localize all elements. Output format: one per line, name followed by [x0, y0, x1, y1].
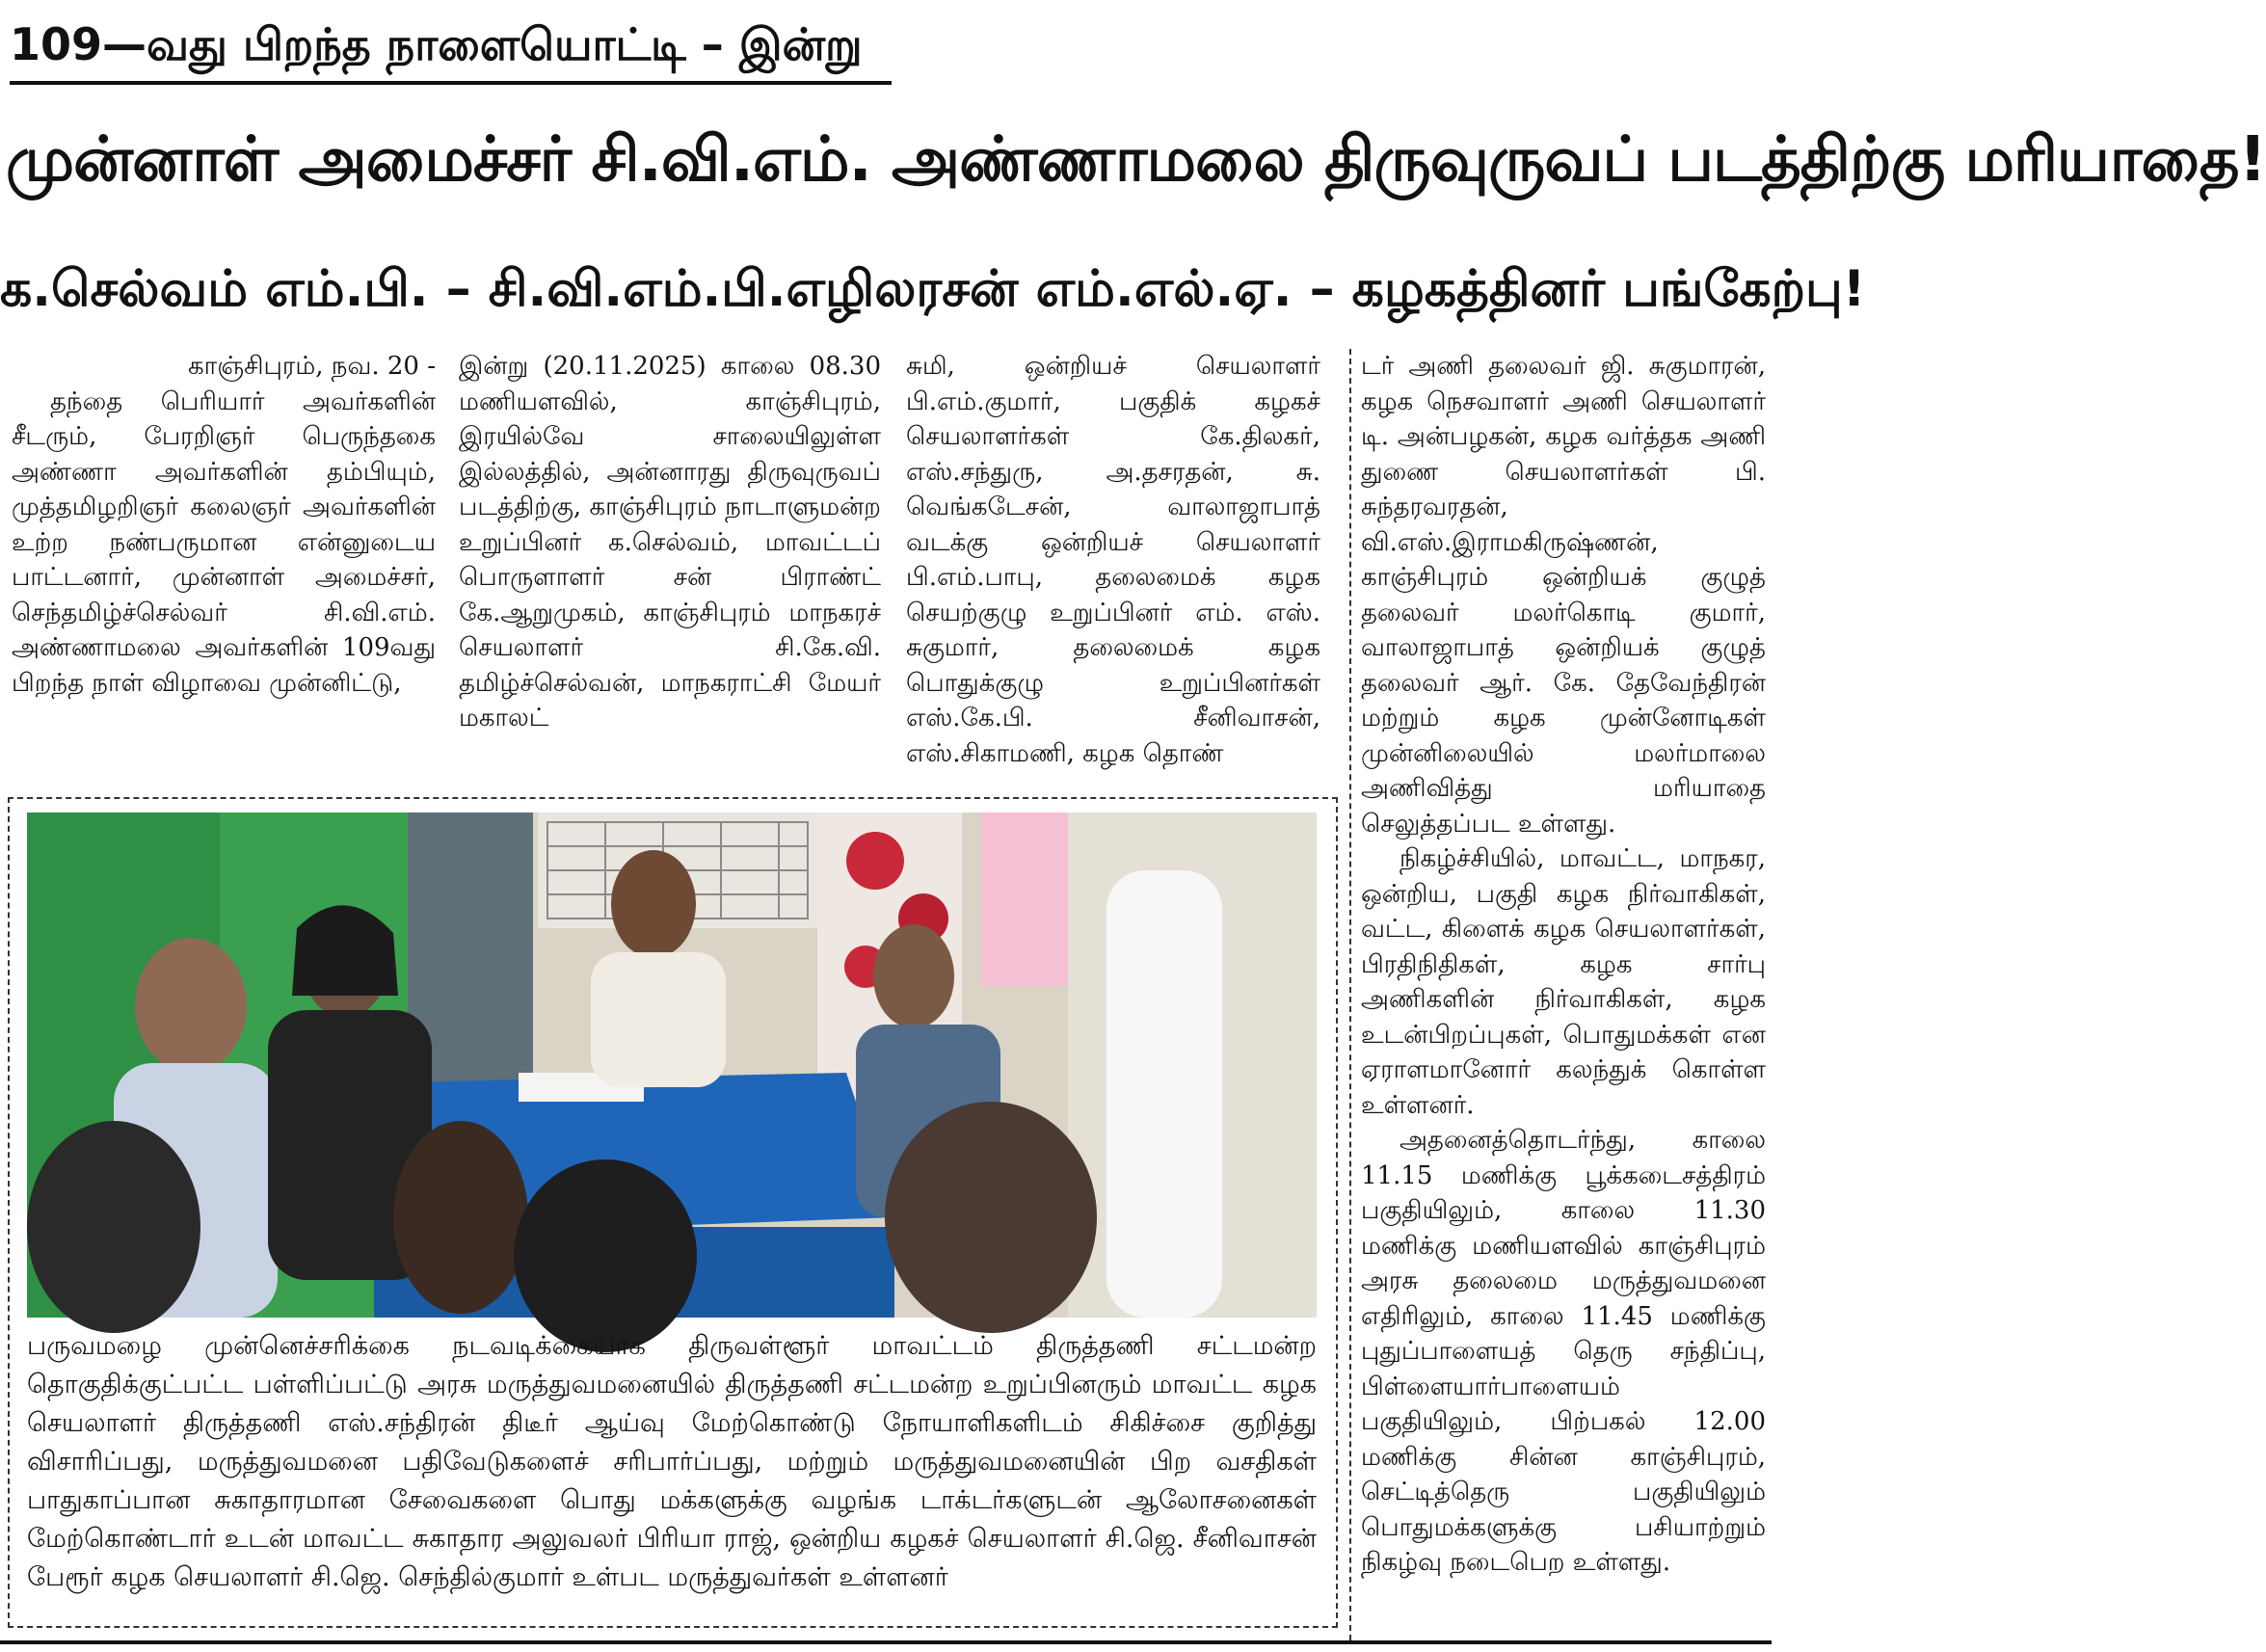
- bottom-rule: [0, 1640, 1772, 1644]
- kicker-line: 109—வது பிறந்த நாளையொட்டி – இன்று: [10, 8, 892, 85]
- photo-caption: பருவமழை முன்னெச்சரிக்கை நடவடிக்கையாக திருவள்ளூர் மாவட்டம் திருத்தணி சட்டமன்ற தொகுதிக்குட்பட்ட பள்ளிப்பட்டு அரசு மருத்துவமனையில் திருத்தணி சட்டமன்ற உறுப்பினரும் மாவட்ட கழக செயலாளர் திருத்தணி எஸ்.சந்திரன் திடீர் ஆய்வு மேற்கொண்டு நோயாளிகளிடம் சிகிச்சை குறித்து விசாரிப்பது, மருத்துவமனை பதிவேடுகளைச் சரிபார்ப்பது, மற்றும் மருத்துவமனையின் பிற வசதிகள் பாதுகாப்பான சுகாதாரமான சேவைகளை பொது மக்களுக்கு வழங்க டாக்டர்களுடன் ஆலோசனைகள் மேற்கொண்டார் உடன் மாவட்ட சுகாதார அலுவலர் பிரியா ராஜ், ஒன்றிய கழகச் செயலாளர் சி.ஜெ. சீனிவாசன் பேரூர் கழக செயலாளர் சி.ஜெ. செந்தில்குமார் உள்பட மருத்துவர்கள் உள்ளனர்: [27, 1331, 1317, 1592]
- subheadline: க.செல்வம் எம்.பி. – சி.வி.எம்.பி.எழிலரசன் எம்.எல்.ஏ. – கழகத்தினர் பங்கேற்பு!: [0, 260, 1866, 318]
- headline: முன்னாள் அமைச்சர் சி.வி.எம். அண்ணாமலை திருவுருவப் படத்திற்கு மரியாதை!: [6, 124, 2266, 196]
- photo-feature-box: [8, 797, 1338, 1628]
- article-column-1: [12, 349, 436, 785]
- photo-illustration: [27, 813, 1317, 1318]
- column-4-paragraph-1: டர் அணி தலைவர் ஜி. சுகுமாரன், கழக நெசவாளர் அணி செயலாளர் டி. அன்பழகன், கழக வர்த்தக அணி துணை செயலாளர்கள் பி. சுந்தரவரதன், வி.எஸ்.இராமகிருஷ்ணன், காஞ்சிபுரம் ஒன்றியக் குழுத் தலைவர் மலர்கொடி குமார், வாலாஜாபாத் ஒன்றியக் குழுத் தலைவர் ஆர். கே. தேவேந்திரன் மற்றும் கழக முன்னோடிகள் முன்னிலையில் மலர்மாலை அணிவித்து மரியாதை செலுத்தப்பட உள்ளது.: [1361, 352, 1766, 839]
- column-2-text: இன்று (20.11.2025) காலை 08.30 மணியளவில், காஞ்சிபுரம், இரயில்வே சாலையிலுள்ள இல்லத்தில், அன்னாரது திருவுருவப் படத்திற்கு, காஞ்சிபுரம் நாடாளுமன்ற உறுப்பினர் க.செல்வம், மாவட்டப் பொருளாளர் சன் பிராண்ட் கே.ஆறுமுகம், காஞ்சிபுரம் மாநகரச் செயலாளர் சி.கே.வி. தமிழ்ச்செல்வன், மாநகராட்சி மேயர் மகாலட்: [459, 352, 881, 733]
- article-column-2: [459, 349, 881, 785]
- article-column-3: [906, 349, 1320, 785]
- column-4-paragraph-3: அதனைத்தொடர்ந்து, காலை 11.15 மணிக்கு பூக்கடைசத்திரம் பகுதியிலும், காலை 11.30 மணிக்கு மணியளவில் காஞ்சிபுரம் அரசு தலைமை மருத்துவமனை எதிரிலும், காலை 11.45 மணிக்கு புதுப்பாளையத் தெரு சந்திப்பு, பிள்ளையார்பாளையம் பகுதியிலும், பிற்பகல் 12.00 மணிக்கு சின்ன காஞ்சிபுரம், செட்டித்தெரு பகுதியிலும் பொதுமக்களுக்கு பசியாற்றும் நிகழ்வு நடைபெற உள்ளது.: [1361, 1126, 1766, 1577]
- dateline: காஞ்சிபுரம், நவ. 20 -: [188, 352, 436, 381]
- news-photo: [27, 813, 1317, 1318]
- column-3-text: சுமி, ஒன்றியச் செயலாளர் பி.எம்.குமார், பகுதிக் கழகச் செயலாளர்கள் கே.திலகர், எஸ்.சந்துரு, அ.தசரதன், சு. வெங்கடேசன், வாலாஜாபாத் வடக்கு ஒன்றியச் செயலாளர் பி.எம்.பாபு, தலைமைக் கழக செயற்குழு உறுப்பினர் எம். எஸ். சுகுமார், தலைமைக் கழக பொதுக்குழு உறுப்பினர்கள் எஸ்.கே.பி. சீனிவாசன், எஸ்.சிகாமணி, கழக தொண்: [906, 352, 1320, 768]
- column-1-text: தந்தை பெரியார் அவர்களின் சீடரும், பேரறிஞர் பெருந்தகை அண்ணா அவர்களின் தம்பியும், முத்தமிழறிஞர் கலைஞர் அவர்களின் உற்ற நண்பருமான என்னுடைய பாட்டனார், முன்னாள் அமைச்சர், செந்தமிழ்ச்செல்வர் சி.வி.எம். அண்ணாமலை அவர்களின் 109வது பிறந்த நாள் விழாவை முன்னிட்டு,: [12, 386, 436, 698]
- article-column-4: [1349, 349, 1766, 1640]
- column-4-paragraph-2: நிகழ்ச்சியில், மாவட்ட, மாநகர, ஒன்றிய, பகுதி கழக நிர்வாகிகள், வட்ட, கிளைக் கழக செயலாளர்கள், பிரதிநிதிகள், கழக சார்பு அணிகளின் நிர்வாகிகள், கழக உடன்பிறப்புகள், பொதுமக்கள் என ஏராளமானோர் கலந்துக் கொள்ள உள்ளனர்.: [1361, 844, 1766, 1120]
